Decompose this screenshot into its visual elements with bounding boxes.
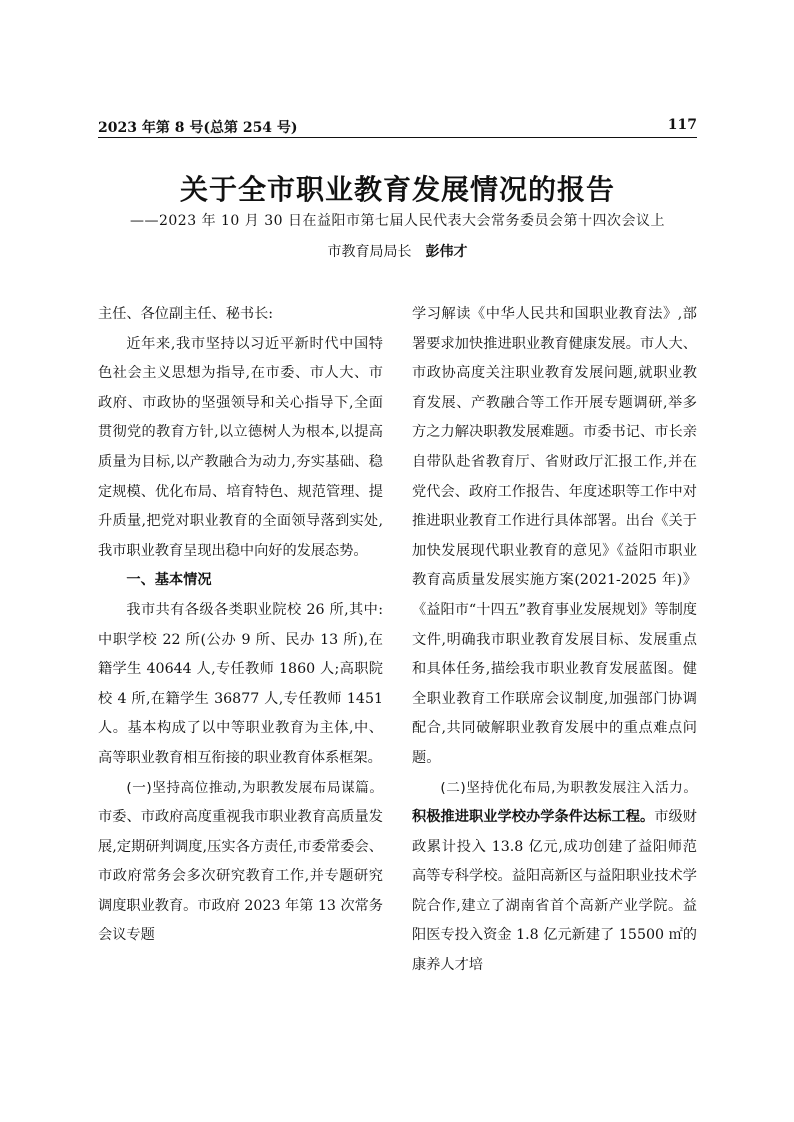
text-column-right (412, 300, 697, 981)
subsection-1-heading: (一)坚持高位推动,为职教发展布局谋篇。 (126, 779, 383, 796)
author-line (98, 241, 697, 261)
header-divider (98, 137, 697, 138)
subsection-2-bold-lead: 积极推进职业学校办学条件达标工程。 (412, 809, 655, 826)
basic-situation-paragraph: 我市共有各级各类职业院校 26 所,其中:中职学校 22 所(公办 9 所、民办 13 所),在籍学生 40644 人,专任教师 1860 人;高职院校 4 所,在籍学生 36877 人,专任教师 1451 人。基本构成了以中等职业教育为主体,中、高等职业教育相互衔接的职业教育体系框架。 (98, 601, 383, 766)
text-column-left (98, 300, 383, 951)
author-name: 彭伟才 (425, 244, 468, 260)
running-header (98, 114, 697, 136)
issue-number: 2023 年第 8 号(总第 254 号) (98, 120, 298, 136)
report-title: 关于全市职业教育发展情况的报告 (179, 173, 615, 206)
subsection-2-text: 市级财政累计投入 13.8 亿元,成功创建了益阳师范高等专科学校。益阳高新区与益阳职业技术学院合作,建立了湖南省首个高新产业学院。益阳医专投入资金 1.8 亿元新建了 15500 ㎡的康养人才培 (412, 809, 697, 974)
salutation: 主任、各位副主任、秘书长: (98, 306, 274, 322)
author-position: 市教育局局长 (327, 244, 412, 260)
subsection-1-text-part-1: 市委、市政府高度重视我市职业教育高质量发展,定期研判调度,压实各方责任,市委常委会、市政府常务会多次研究教育工作,并专题研究调度职业教育。市政府 2023 年第 13 次常务会议专题 (98, 809, 384, 944)
subsection-2-heading: (二)坚持优化布局,为职教发展注入活力。 (440, 779, 697, 796)
section-heading-basic-situation: 一、基本情况 (126, 572, 212, 589)
subsection-1-continued (412, 300, 697, 774)
subsection-2-paragraph (412, 774, 697, 981)
intro-paragraph: 近年来,我市坚持以习近平新时代中国特色社会主义思想为指导,在市委、市人大、市政府、市政协的坚强领导和关心指导下,全面贯彻党的教育方针,以立德树人为根本,以提高质量为目标,以产教融合为动力,夯实基础、稳定规模、优化布局、培育特色、规范管理、提升质量,把党对职业教育的全面领导落到实处,我市职业教育呈现出稳中向好的发展态势。 (98, 335, 383, 559)
page-number: 117 (667, 117, 697, 133)
subsection-1-text-part-2: 学习解读《中华人民共和国职业教育法》,部署要求加快推进职业教育健康发展。市人大、市政协高度关注职业教育发展问题,就职业教育发展、产教融合等工作开展专题调研,举多方之力解决职教发展难题。市委书记、市长亲自带队赴省教育厅、省财政厅汇报工作,并在党代会、政府工作报告、年度述职等工作中对推进职业教育工作进行具体部署。出台《关于加快发展现代职业教育的意见》《益阳市职业教育高质量发展实施方案(2021-2025 年)》《益阳市“十四五”教育事业发展规划》等制度文件,明确我市职业教育发展目标、发展重点和具体任务,描绘我市职业教育发展蓝图。健全职业教育工作联席会议制度,加强部门协调配合,共同破解职业教育发展中的重点难点问题。 (412, 306, 697, 766)
subsection-1-paragraph (98, 774, 383, 952)
report-subtitle: ——2023 年 10 月 30 日在益阳市第七届人民代表大会常务委员会第十四次会议上 (129, 213, 665, 229)
